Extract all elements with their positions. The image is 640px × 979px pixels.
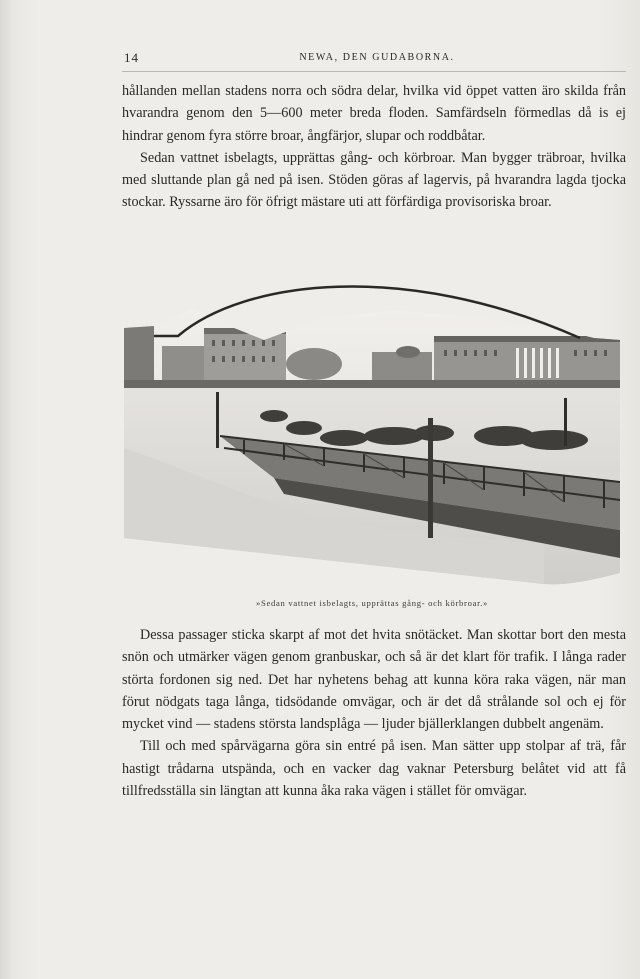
paragraph: Sedan vattnet isbelagts, upprättas gång- och körbroar. Man bygger träbroar, hvilka med sluttande plan gå ned på isen. Stöden göras af lagervis, på hvarandra lagda tjocka stockar. Ryssarne äro för öfrigt mästare uti att förfärdiga provisoriska broar.	[122, 149, 626, 211]
figure-caption: »Sedan vattnet isbelagts, upprättas gång- och körbroar.»	[255, 598, 489, 608]
text-block-bottom	[122, 624, 626, 802]
header-rule	[122, 71, 626, 72]
paragraph: Dessa passager sticka skarpt af mot det hvita snötäcket. Man skottar bort den mesta snön och utmärker vägen genom granbuskar, och så är det klart för trafik. I långa rader störta fordonen sig ned. Det har nyhetens behag att kunna köra raka vägen, när man förut nödgats taga långa, tidsödande omvägar, och är det då strålande sol och ej för mycket vind — stadens största landsplåga — ljuder bjällerklangen dubbelt angenäm.	[122, 627, 626, 733]
photo-illustration	[124, 268, 620, 586]
paragraph: Till och med spårvägarna göra sin entré på isen. Man sätter upp stolpar af trä, får hastigt trådarna utspända, och en vacker dag vaknar Petersburg belåtet vid att få tillfredsställa sin längtan att kunna åka raka vägen i stället för omvägar.	[122, 738, 626, 800]
paragraph: hållanden mellan stadens norra och södra delar, hvilka vid öppet vatten äro skilda från hvarandra genom den 5—600 meter breda floden. Samfärdseln förmedlas då is ej hindrar genom fyra större broar, ångfärjor, slupar och roddbåtar.	[122, 83, 626, 144]
photograph-bridge-on-ice	[124, 268, 620, 586]
running-title: NEWA, DEN GUDABORNA.	[299, 52, 455, 63]
page-number: 14	[124, 50, 139, 65]
page-header	[124, 50, 624, 70]
text-block-top	[122, 80, 626, 214]
